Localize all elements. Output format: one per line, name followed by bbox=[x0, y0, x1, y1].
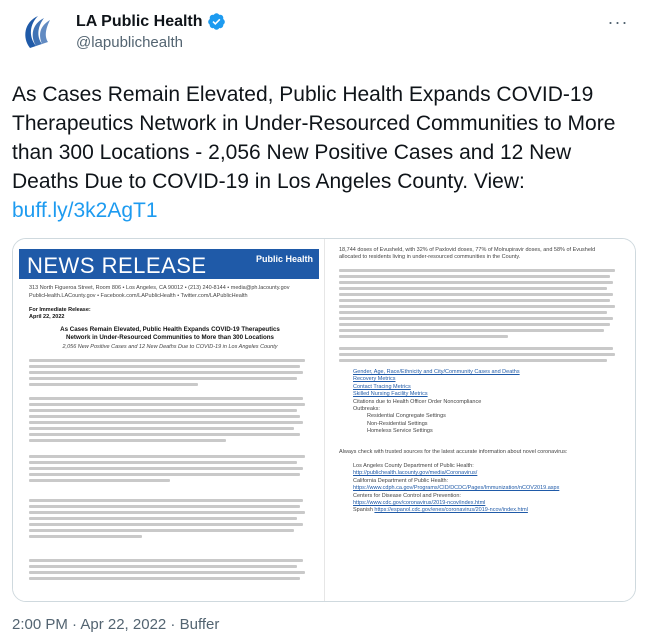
social-line: PublicHealth.LACounty.gov • Facebook.com/LAPublicHealth • Twitter.com/LAPublicHealth bbox=[29, 293, 248, 299]
source-url[interactable]: http://publichealth.lacounty.gov/media/Coronavirus/ bbox=[353, 470, 478, 477]
headline-line-1: As Cases Remain Elevated, Public Health Expands COVID-19 Therapeutics bbox=[60, 326, 280, 333]
verified-badge-icon bbox=[207, 12, 226, 31]
source-name: Centers for Disease Control and Prevention: bbox=[353, 492, 461, 499]
outbreak-item: Homeless Service Settings bbox=[367, 428, 433, 435]
link-recovery-metrics[interactable]: Recovery Metrics bbox=[353, 376, 396, 383]
source-name: Los Angeles County Department of Public Health: bbox=[353, 463, 474, 469]
news-release-page-left bbox=[13, 239, 325, 602]
tweet-link[interactable]: buff.ly/3k2AgT1 bbox=[12, 199, 158, 222]
release-date: April 22, 2022 bbox=[29, 314, 65, 320]
display-name[interactable]: LA Public Health bbox=[76, 12, 203, 30]
paragraph-5 bbox=[29, 559, 311, 583]
metrics-links bbox=[353, 369, 635, 436]
more-options-icon[interactable]: ··· bbox=[607, 11, 629, 32]
source-spanish bbox=[353, 507, 635, 514]
avatar[interactable] bbox=[16, 8, 64, 56]
public-health-logo: Public Health bbox=[255, 254, 313, 264]
paragraph-4 bbox=[29, 499, 311, 541]
tweet-timestamp[interactable]: 2:00 PM · Apr 22, 2022 · Buffer bbox=[12, 616, 220, 633]
source-name: Spanish bbox=[353, 507, 373, 514]
citations-item: Citations due to Health Officer Order Noncompliance bbox=[353, 398, 482, 405]
news-release-title: NEWS RELEASE bbox=[27, 253, 207, 278]
trusted-sources-intro: Always check with trusted sources for the latest accurate information about novel coronavirus: bbox=[339, 449, 568, 455]
link-skilled-nursing[interactable]: Skilled Nursing Facility Metrics bbox=[353, 391, 428, 398]
headline-line-2: Network in Under-Resourced Communities to More than 300 Locations bbox=[65, 334, 274, 341]
trusted-sources-list bbox=[353, 463, 635, 515]
outbreaks-label: Outbreaks: bbox=[353, 406, 380, 413]
outbreak-item: Residential Congregate Settings bbox=[367, 413, 446, 420]
account-handle[interactable]: @lapublichealth bbox=[76, 34, 183, 51]
paragraph-1 bbox=[29, 359, 311, 389]
address-line: 313 North Figueroa Street, Room 806 • Los Angeles, CA 90012 • (213) 240-8144 • media@ph.lacounty.gov bbox=[29, 285, 290, 291]
tweet-body: As Cases Remain Elevated, Public Health Expands COVID-19 Therapeutics Network in Under-Resourced Communities to More than 300 Locations - 2,056 New Positive Cases and 12 New Deaths Due to COVID-19 in Los Angeles County. View: bbox=[12, 83, 616, 193]
source-url[interactable]: https://espanol.cdc.gov/enes/coronavirus/2019-ncov/index.html bbox=[374, 507, 528, 514]
intro-line-2: allocated to residents living in under-resourced communities in the County. bbox=[339, 254, 521, 260]
paragraph-3 bbox=[29, 455, 311, 485]
deaths-paragraph bbox=[339, 347, 621, 365]
source-url[interactable]: https://www.cdph.ca.gov/Programs/CID/DCDC/Pages/Immunization/nCOV2019.aspx bbox=[353, 485, 560, 492]
source-name: California Department of Public Health: bbox=[353, 477, 449, 484]
author-block bbox=[76, 12, 226, 51]
paragraph-2 bbox=[29, 397, 311, 445]
subheadline: 2,056 New Positive Cases and 12 New Deaths Due to COVID-19 in Los Angeles County bbox=[62, 344, 278, 350]
outbreak-item: Non-Residential Settings bbox=[367, 420, 428, 427]
intro-line-1: 18,744 doses of Evusheld, with 32% of Paxlovid doses, 77% of Molnupiravir doses, and 58% of Evusheld bbox=[339, 247, 596, 253]
link-contact-tracing[interactable]: Contact Tracing Metrics bbox=[353, 383, 411, 390]
news-release-banner bbox=[19, 249, 319, 279]
la-public-health-logo-icon bbox=[16, 8, 64, 56]
release-label: For Immediate Release: bbox=[29, 307, 91, 313]
tweet-header bbox=[16, 8, 634, 64]
tweet-media-image[interactable] bbox=[12, 238, 636, 602]
link-gender-age-race[interactable]: Gender, Age, Race/Ethnicity and City/Community Cases and Deaths bbox=[353, 369, 520, 375]
source-url[interactable]: https://www.cdc.gov/coronavirus/2019-ncov/index.html bbox=[353, 500, 486, 507]
news-release-page-right bbox=[325, 239, 636, 602]
tweet-text bbox=[12, 80, 638, 225]
quote-paragraph bbox=[339, 269, 621, 341]
